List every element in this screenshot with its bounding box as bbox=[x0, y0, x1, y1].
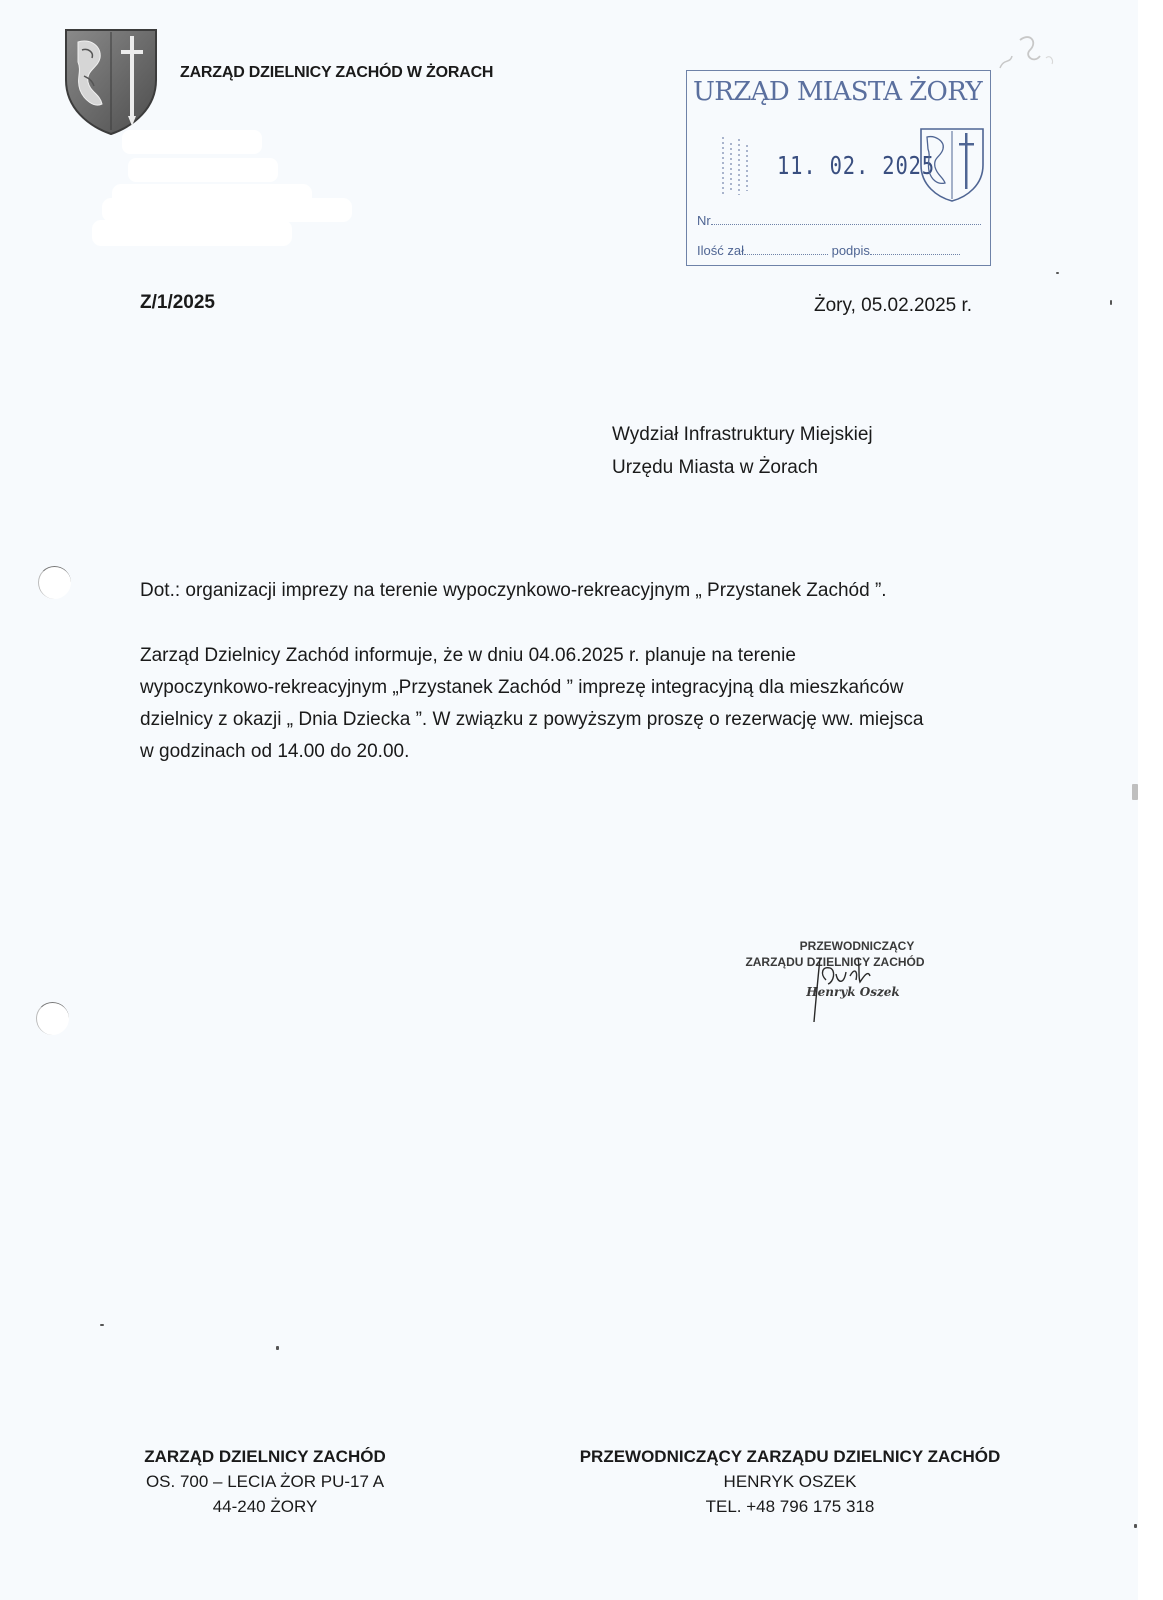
punch-hole-bottom bbox=[36, 1002, 69, 1035]
place-and-date: Żory, 05.02.2025 r. bbox=[814, 295, 973, 316]
stamp-scribble-icon bbox=[717, 135, 755, 199]
signature-stamp-body: ZARZĄDU DZIELNICY ZACHÓD bbox=[745, 955, 925, 969]
footer-address: OS. 700 – LECIA ŻOR PU-17 A bbox=[145, 1472, 385, 1491]
footer-phone: TEL. +48 796 175 318 bbox=[705, 1497, 875, 1516]
body-line: dzielnicy z okazji „ Dnia Dziecka ”. W związku z powyższym proszę o rezerwację ww. miejsca bbox=[140, 709, 924, 730]
subject-line: Dot.: organizacji imprezy na terenie wypoczynkowo-rekreacyjnym „ Przystanek Zachód ”. bbox=[140, 580, 887, 601]
coat-of-arms-icon bbox=[64, 28, 158, 136]
scan-speck bbox=[1134, 1524, 1137, 1528]
signature-stamp-role: PRZEWODNICZĄCY bbox=[799, 939, 915, 953]
scan-speck bbox=[100, 1324, 104, 1326]
scan-speck bbox=[1110, 300, 1112, 305]
footer-chairman bbox=[574, 1444, 1006, 1519]
stamp-coat-of-arms-icon bbox=[919, 127, 985, 203]
redacted-address bbox=[92, 128, 362, 248]
receipt-stamp bbox=[686, 70, 991, 266]
footer-org-name: ZARZĄD DZIELNICY ZACHÓD bbox=[144, 1447, 386, 1466]
stamp-attachments-label: Ilość zał bbox=[697, 243, 744, 258]
handwritten-mark-icon bbox=[990, 28, 1060, 78]
footer-city: 44-240 ŻORY bbox=[212, 1497, 318, 1516]
signature-stamp-name: Henryk Oszek bbox=[806, 985, 900, 999]
scan-speck bbox=[1056, 272, 1059, 274]
recipient-line: Wydział Infrastruktury Miejskiej bbox=[612, 424, 873, 445]
body-line: wypoczynkowo-rekreacyjnym „Przystanek Zachód ” imprezę integracyjną dla mieszkańców bbox=[140, 677, 904, 698]
stamp-title: URZĄD MIASTA ŻORY bbox=[693, 77, 983, 107]
stamp-number-field bbox=[697, 213, 981, 228]
punch-hole-top bbox=[38, 566, 71, 599]
stamp-attachments-field bbox=[697, 243, 960, 258]
recipient-line: Urzędu Miasta w Żorach bbox=[612, 457, 818, 478]
body-line: Zarząd Dzielnicy Zachód informuje, że w dniu 04.06.2025 r. planuje na terenie bbox=[140, 645, 796, 666]
letter-body bbox=[140, 640, 923, 768]
stamp-signature-label: podpis bbox=[831, 243, 870, 258]
footer-org-address bbox=[140, 1444, 390, 1519]
footer-chairman-name: HENRYK OSZEK bbox=[723, 1472, 857, 1491]
body-line: w godzinach od 14.00 do 20.00. bbox=[140, 741, 410, 762]
handwritten-signature bbox=[796, 954, 886, 1024]
reference-number: Z/1/2025 bbox=[140, 292, 215, 313]
stamp-number-label: Nr bbox=[697, 213, 711, 228]
org-name: ZARZĄD DZIELNICY ZACHÓD W ŻORACH bbox=[180, 64, 494, 81]
stamp-date: 11. 02. 2025 bbox=[777, 151, 935, 180]
scan-speck bbox=[1132, 784, 1138, 800]
recipient-block bbox=[612, 418, 873, 484]
footer-chairman-title: PRZEWODNICZĄCY ZARZĄDU DZIELNICY ZACHÓD bbox=[579, 1447, 1001, 1466]
scan-speck bbox=[276, 1346, 279, 1350]
